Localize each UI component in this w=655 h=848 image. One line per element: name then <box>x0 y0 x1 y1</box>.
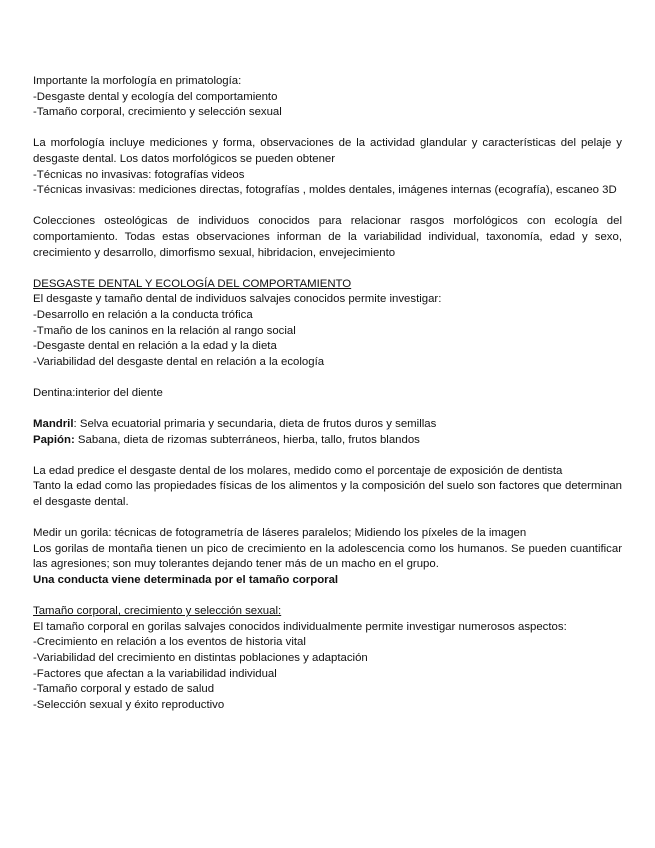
tamano-item: -Crecimiento en relación a los eventos de historia vital <box>33 636 306 649</box>
document-page <box>33 74 622 729</box>
intro-section <box>33 74 622 121</box>
tamano-item: -Tamaño corporal y estado de salud <box>33 683 215 696</box>
edad-paragraph: Tanto la edad como las propiedades físicas de los alimentos y la composición del suelo son factores que determinan el desgaste dental. <box>33 480 622 509</box>
gorila-section <box>33 526 622 588</box>
colecciones-section <box>33 214 622 261</box>
papion-line <box>33 433 622 449</box>
intro-item: -Desgaste dental y ecología del comportamiento <box>33 90 278 103</box>
mandril-label: Mandril <box>33 418 74 431</box>
tamano-item: -Variabilidad del crecimiento en distintas poblaciones y adaptación <box>33 651 368 664</box>
dentina-line: Dentina:interior del diente <box>33 386 163 399</box>
tamano-section <box>33 604 622 713</box>
papion-text: Sabana, dieta de rizomas subterráneos, hierba, tallo, frutos blandos <box>74 433 420 446</box>
mandril-text: : Selva ecuatorial primaria y secundaria, dieta de frutos duros y semillas <box>73 418 437 431</box>
desgaste-heading: DESGASTE DENTAL Y ECOLOGÍA DEL COMPORTAMIENTO <box>33 277 352 290</box>
colecciones-paragraph: Colecciones osteológicas de individuos conocidos para relacionar rasgos morfológicos con ecología del comportamiento. Todas estas observaciones informan de la variabilidad individual, taxonomía, edad y sexo, crecimiento y desarrollo, dimorfismo sexual, hibridacion, envejecimiento <box>33 215 622 259</box>
desgaste-intro: El desgaste y tamaño dental de individuos salvajes conocidos permite investigar: <box>33 293 442 306</box>
tamano-item: -Factores que afectan a la variabilidad individual <box>33 667 277 680</box>
intro-item: -Tamaño corporal, crecimiento y selección sexual <box>33 106 282 119</box>
tamano-intro: El tamaño corporal en gorilas salvajes conocidos individualmente permite investigar numerosos aspectos: <box>33 620 567 633</box>
edad-section <box>33 464 622 511</box>
desgaste-item: -Desarrollo en relación a la conducta trófica <box>33 308 253 321</box>
papion-label: Papión: <box>33 433 75 446</box>
gorila-paragraph: Los gorilas de montaña tienen un pico de crecimiento en la adolescencia como los humanos. Se pueden cuantificar las agresiones; son muy tolerantes dejando tener más de un macho en el grupo. <box>33 542 622 571</box>
intro-line: Importante la morfología en primatología: <box>33 75 242 87</box>
especies-section <box>33 417 622 448</box>
tamano-item: -Selección sexual y éxito reproductivo <box>33 698 225 711</box>
morfologia-item: -Técnicas invasivas: mediciones directas, fotografías , moldes dentales, imágenes internas (ecografía), escaneo 3D <box>33 184 617 197</box>
tamano-heading: Tamaño corporal, crecimiento y selección sexual: <box>33 605 282 618</box>
desgaste-item: -Tmaño de los caninos en la relación al rango social <box>33 324 296 337</box>
desgaste-section <box>33 277 622 371</box>
morfologia-section <box>33 136 622 198</box>
morfologia-paragraph: La morfología incluye mediciones y forma, observaciones de la actividad glandular y características del pelaje y desgaste dental. Los datos morfológicos se pueden obtener <box>33 137 622 165</box>
desgaste-item: -Desgaste dental en relación a la edad y la dieta <box>33 340 277 353</box>
dentina-section <box>33 386 622 402</box>
gorila-line: Medir un gorila: técnicas de fotogrametría de láseres paralelos; Midiendo los píxeles de la imagen <box>33 527 527 540</box>
morfologia-item: -Técnicas no invasivas: fotografías videos <box>33 168 245 181</box>
edad-line: La edad predice el desgaste dental de los molares, medido como el porcentaje de exposición de dentista <box>33 464 563 477</box>
mandril-line <box>33 417 622 433</box>
desgaste-item: -Variabilidad del desgaste dental en relación a la ecología <box>33 355 325 368</box>
gorila-bold-line: Una conducta viene determinada por el tamaño corporal <box>33 574 339 586</box>
